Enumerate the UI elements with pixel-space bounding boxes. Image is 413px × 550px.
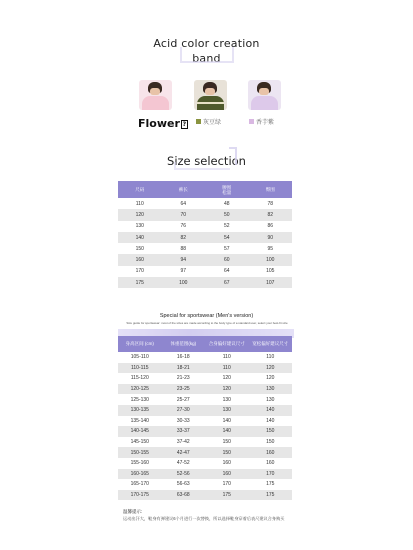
header-length: 裤长 <box>162 181 206 198</box>
face-shape <box>150 88 160 95</box>
table-cell: 170 <box>205 479 249 490</box>
color-swatch-pink[interactable] <box>139 80 172 110</box>
shirt-shape <box>251 96 278 110</box>
table-cell: 125-130 <box>118 394 162 405</box>
table-row <box>118 458 292 469</box>
table-cell: 160 <box>118 254 162 265</box>
table-cell: 160 <box>249 458 293 469</box>
table-cell: 86 <box>249 221 293 232</box>
table-cell: 88 <box>162 243 206 254</box>
table-cell: 165-170 <box>118 479 162 490</box>
table-cell: 90 <box>249 232 293 243</box>
note-text: 运动出汗大，鞋身有弹建议6个月进行一次替换，所以选择鞋身穿着后表尺建议合身购买 <box>123 516 285 521</box>
table-cell: 135-140 <box>118 416 162 427</box>
table-row <box>118 352 292 363</box>
note-title: 温馨提示: <box>123 509 143 514</box>
table-row <box>118 243 292 254</box>
flower-color-label <box>138 117 188 130</box>
table-cell: 105 <box>249 266 293 277</box>
colors-title-line1: Acid color creation <box>153 37 260 50</box>
table-cell: 70 <box>162 209 206 220</box>
table-row <box>118 254 292 265</box>
table-row <box>118 490 292 501</box>
table-row <box>118 384 292 395</box>
header-hip: 臀围 <box>249 181 293 198</box>
table-cell: 64 <box>162 198 206 209</box>
table-cell: 50 <box>205 209 249 220</box>
header-loose-size: 宽松偏好建议尺寸 <box>249 336 293 352</box>
table-cell: 130 <box>118 221 162 232</box>
table-row <box>118 221 292 232</box>
table-cell: 97 <box>162 266 206 277</box>
table-cell: 48 <box>205 198 249 209</box>
table-cell: 150 <box>118 243 162 254</box>
table-cell: 100 <box>249 254 293 265</box>
table-cell: 160 <box>249 447 293 458</box>
table-cell: 18-21 <box>162 363 206 374</box>
size-table-header <box>118 181 292 198</box>
color-swatch-lavender[interactable] <box>248 80 281 110</box>
table-cell: 130 <box>249 394 293 405</box>
table-row <box>118 469 292 480</box>
table-cell: 130 <box>205 405 249 416</box>
header-height-range: 身高区间 (cm) <box>118 336 162 352</box>
table-cell: 57 <box>205 243 249 254</box>
table-row <box>118 437 292 448</box>
table-cell: 107 <box>249 277 293 288</box>
table-cell: 100 <box>162 277 206 288</box>
table-cell: 115-120 <box>118 373 162 384</box>
header-weight-range: 体重范围(kg) <box>162 336 206 352</box>
size-selection-title: Size selection <box>167 154 246 168</box>
shirt-stripe <box>197 102 224 104</box>
table-cell: 160-165 <box>118 469 162 480</box>
table-cell: 120-125 <box>118 384 162 395</box>
header-fit-size: 合身偏好建议尺寸 <box>205 336 249 352</box>
table-cell: 170 <box>249 469 293 480</box>
table-cell: 120 <box>118 209 162 220</box>
table-cell: 52 <box>205 221 249 232</box>
table-cell: 54 <box>205 232 249 243</box>
table-cell: 82 <box>162 232 206 243</box>
table-cell: 110-115 <box>118 363 162 374</box>
table-cell: 110 <box>205 352 249 363</box>
table-cell: 120 <box>249 363 293 374</box>
table-cell: 47-52 <box>162 458 206 469</box>
table-cell: 76 <box>162 221 206 232</box>
missing-glyph-box: ? <box>182 121 187 128</box>
table-cell: 145-150 <box>118 437 162 448</box>
table-cell: 21-23 <box>162 373 206 384</box>
table-cell: 150-155 <box>118 447 162 458</box>
table-row <box>118 447 292 458</box>
table-cell: 37-42 <box>162 437 206 448</box>
lavender-tag-text: 香芋紫 <box>256 120 275 126</box>
table-cell: 60 <box>205 254 249 265</box>
table-row <box>118 209 292 220</box>
table-cell: 120 <box>205 373 249 384</box>
colors-title-line2: band <box>192 52 221 65</box>
lavender-color-tag <box>249 117 274 126</box>
table-cell: 64 <box>205 266 249 277</box>
size-title-underline <box>174 162 230 170</box>
table-cell: 23-25 <box>162 384 206 395</box>
table-cell: 175 <box>118 277 162 288</box>
size-title-decoration <box>229 147 237 165</box>
table-cell: 42-47 <box>162 447 206 458</box>
table-cell: 120 <box>205 384 249 395</box>
sportswear-title: Special for sportswear (Men's version) <box>159 313 254 319</box>
table-cell: 94 <box>162 254 206 265</box>
table-cell: 63-68 <box>162 490 206 501</box>
table-cell: 130 <box>249 384 293 395</box>
sportswear-description: Size guide for sportswear: most of the sizes are made according to the body type of a standard user, select your best-fit size <box>126 321 288 325</box>
sportswear-table-header <box>118 336 292 352</box>
table-cell: 160 <box>205 458 249 469</box>
table-row <box>118 198 292 209</box>
flower-label-text: Flower <box>138 117 180 130</box>
table-row <box>118 479 292 490</box>
table-cell: 175 <box>205 490 249 501</box>
table-cell: 170 <box>118 266 162 277</box>
table-cell: 150 <box>205 437 249 448</box>
table-cell: 33-37 <box>162 426 206 437</box>
table-cell: 150 <box>249 437 293 448</box>
table-row <box>118 416 292 427</box>
table-row <box>118 405 292 416</box>
table-cell: 150 <box>249 426 293 437</box>
table-cell: 56-63 <box>162 479 206 490</box>
table-cell: 82 <box>249 209 293 220</box>
table-cell: 95 <box>249 243 293 254</box>
header-waist: 腰围 松量 <box>205 181 249 198</box>
sportswear-table <box>118 336 292 500</box>
table-cell: 110 <box>249 352 293 363</box>
table-row <box>118 277 292 288</box>
table-cell: 140 <box>249 416 293 427</box>
table-cell: 130-135 <box>118 405 162 416</box>
table-cell: 16-18 <box>162 352 206 363</box>
face-shape <box>259 88 269 95</box>
table-cell: 140 <box>249 405 293 416</box>
table-cell: 160 <box>205 469 249 480</box>
table-cell: 140 <box>205 416 249 427</box>
table-cell: 110 <box>205 363 249 374</box>
table-row <box>118 232 292 243</box>
face-shape <box>205 88 215 95</box>
table-cell: 150 <box>205 447 249 458</box>
header-size: 尺码 <box>118 181 162 198</box>
table-row <box>118 363 292 374</box>
olive-tag-text: 灰豆绿 <box>203 120 222 126</box>
table-cell: 67 <box>205 277 249 288</box>
table-cell: 27-30 <box>162 405 206 416</box>
table-cell: 52-56 <box>162 469 206 480</box>
table-cell: 140 <box>118 232 162 243</box>
table-cell: 105-110 <box>118 352 162 363</box>
table-row <box>118 426 292 437</box>
title-bracket-decoration <box>180 47 234 63</box>
table-row <box>118 394 292 405</box>
table-cell: 120 <box>249 373 293 384</box>
table-cell: 175 <box>249 490 293 501</box>
table-cell: 140-145 <box>118 426 162 437</box>
color-swatch-olive[interactable] <box>194 80 227 110</box>
table-cell: 78 <box>249 198 293 209</box>
size-table <box>118 181 292 288</box>
table-cell: 110 <box>118 198 162 209</box>
olive-color-tag <box>196 117 221 126</box>
table-cell: 140 <box>205 426 249 437</box>
table-row <box>118 373 292 384</box>
table-cell: 130 <box>205 394 249 405</box>
table-row <box>118 266 292 277</box>
lavender-dot-icon <box>249 119 254 124</box>
shirt-shape <box>142 96 169 110</box>
table-cell: 155-160 <box>118 458 162 469</box>
table-cell: 175 <box>249 479 293 490</box>
table-cell: 170-175 <box>118 490 162 501</box>
table-cell: 30-33 <box>162 416 206 427</box>
table-cell: 25-27 <box>162 394 206 405</box>
olive-dot-icon <box>196 119 201 124</box>
